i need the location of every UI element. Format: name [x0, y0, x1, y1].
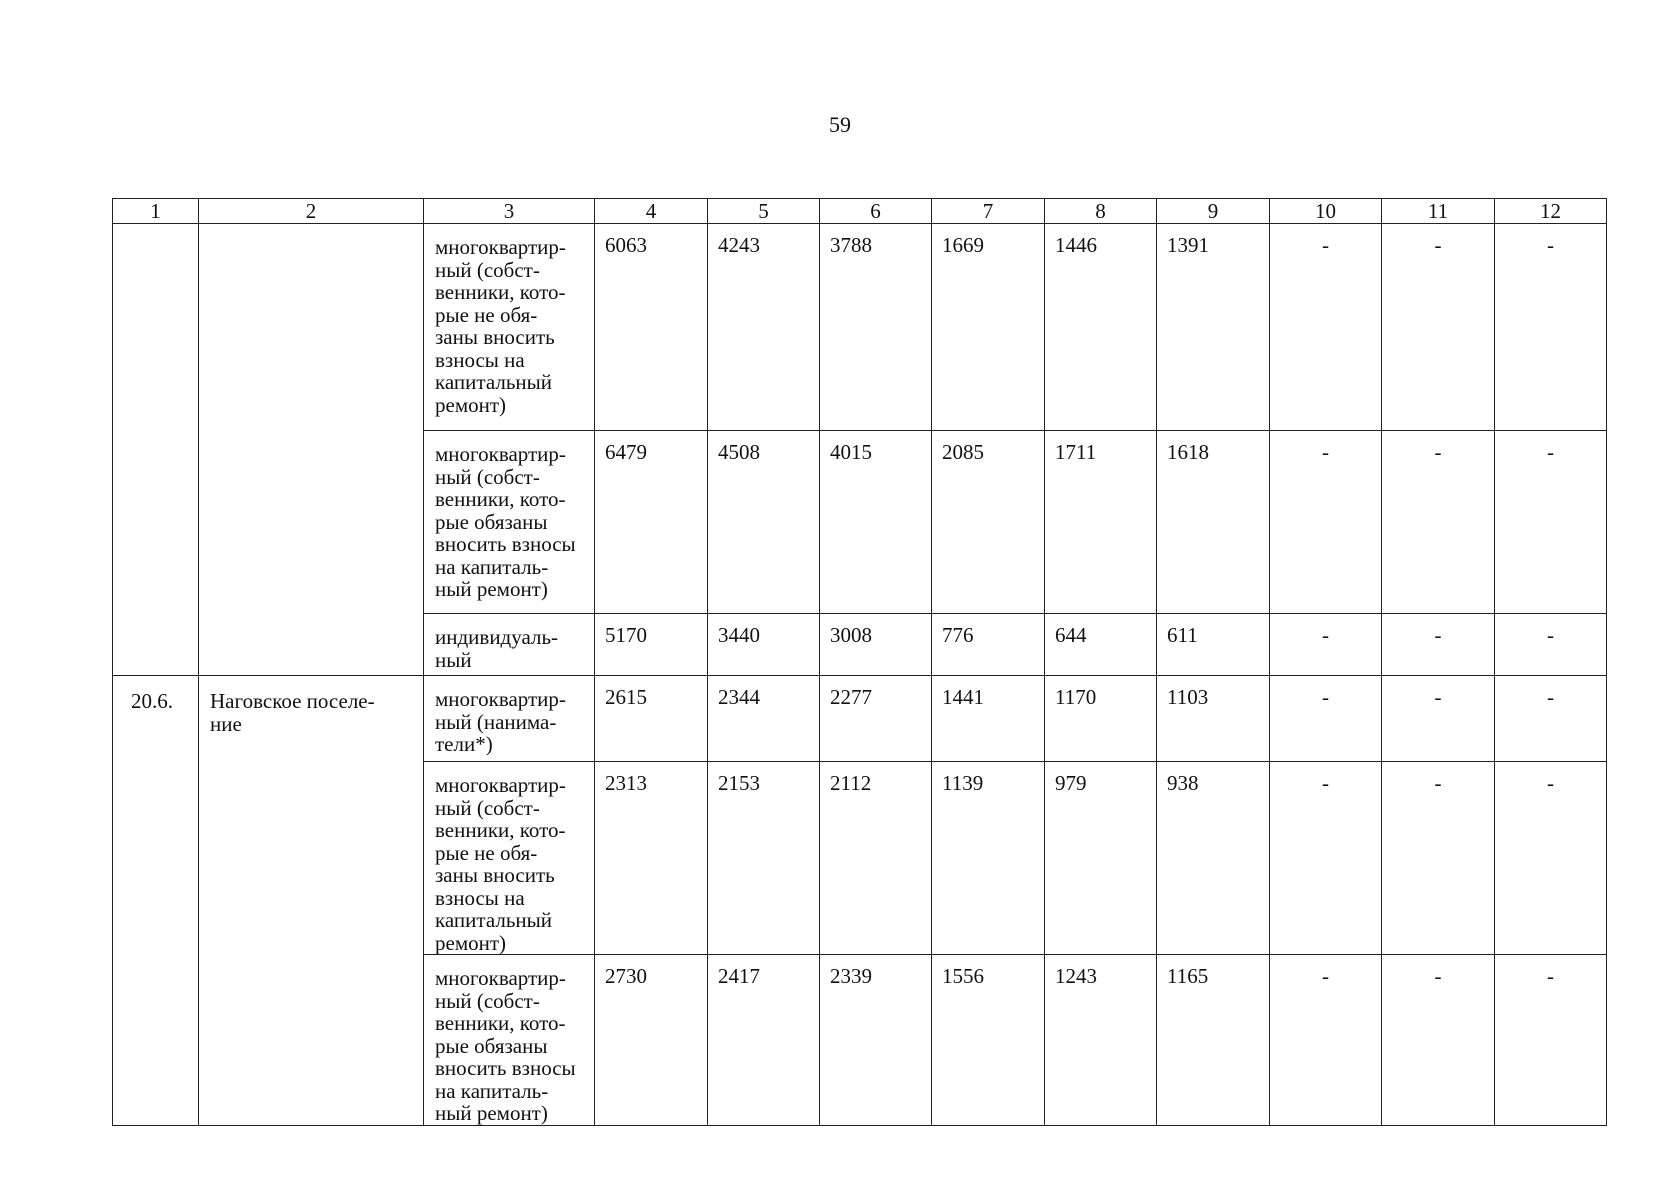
- value-cell: -: [1382, 676, 1495, 762]
- column-header: 2: [199, 199, 424, 224]
- value-cell: -: [1495, 676, 1607, 762]
- value-cell: 4015: [820, 431, 932, 614]
- value-cell: 2730: [595, 955, 708, 1126]
- value-cell: 4243: [708, 224, 820, 431]
- value-cell: -: [1495, 431, 1607, 614]
- value-cell: 5170: [595, 614, 708, 676]
- column-header: 3: [424, 199, 595, 224]
- header-row: [113, 199, 1607, 224]
- value-cell: 1618: [1157, 431, 1270, 614]
- value-cell: 1391: [1157, 224, 1270, 431]
- value-cell: 4508: [708, 431, 820, 614]
- value-cell: 1165: [1157, 955, 1270, 1126]
- value-cell: 938: [1157, 762, 1270, 955]
- housing-type-cell: многоквартир- ный (собст- венники, кото- рые обязаны вносить взносы на капиталь- ный ремонт): [424, 431, 595, 614]
- value-cell: -: [1495, 955, 1607, 1126]
- value-cell: 2313: [595, 762, 708, 955]
- value-cell: 1170: [1045, 676, 1157, 762]
- value-cell: -: [1382, 224, 1495, 431]
- column-header: 7: [932, 199, 1045, 224]
- housing-type-cell: многоквартир- ный (собст- венники, кото- рые не обя- заны вносить взносы на капитальный ремонт): [424, 762, 595, 955]
- value-cell: 2153: [708, 762, 820, 955]
- settlement-name-cell: Наговское поселе- ние: [199, 676, 424, 1126]
- column-header: 4: [595, 199, 708, 224]
- value-cell: 2085: [932, 431, 1045, 614]
- column-header: 1: [113, 199, 199, 224]
- value-cell: 2339: [820, 955, 932, 1126]
- column-header: 9: [1157, 199, 1270, 224]
- value-cell: 2417: [708, 955, 820, 1126]
- value-cell: -: [1495, 762, 1607, 955]
- value-cell: 6063: [595, 224, 708, 431]
- value-cell: -: [1382, 955, 1495, 1126]
- value-cell: -: [1270, 431, 1382, 614]
- column-header: 12: [1495, 199, 1607, 224]
- housing-type-cell: многоквартир- ный (собст- венники, кото- рые не обя- заны вносить взносы на капитальный ремонт): [424, 224, 595, 431]
- column-header: 6: [820, 199, 932, 224]
- value-cell: 1243: [1045, 955, 1157, 1126]
- value-cell: 3008: [820, 614, 932, 676]
- value-cell: -: [1270, 676, 1382, 762]
- value-cell: -: [1382, 614, 1495, 676]
- table-row: [113, 676, 1607, 762]
- value-cell: 776: [932, 614, 1045, 676]
- value-cell: -: [1382, 762, 1495, 955]
- column-header: 8: [1045, 199, 1157, 224]
- column-header: 10: [1270, 199, 1382, 224]
- housing-type-cell: индивидуаль- ный: [424, 614, 595, 676]
- value-cell: 1446: [1045, 224, 1157, 431]
- value-cell: 1556: [932, 955, 1045, 1126]
- data-table: [112, 198, 1607, 1126]
- value-cell: -: [1270, 614, 1382, 676]
- value-cell: 2344: [708, 676, 820, 762]
- housing-type-cell: многоквартир- ный (нанима- тели*): [424, 676, 595, 762]
- value-cell: 1103: [1157, 676, 1270, 762]
- value-cell: -: [1270, 955, 1382, 1126]
- settlement-name-cell: [199, 224, 424, 676]
- value-cell: 3788: [820, 224, 932, 431]
- value-cell: 1441: [932, 676, 1045, 762]
- value-cell: -: [1382, 431, 1495, 614]
- value-cell: 1711: [1045, 431, 1157, 614]
- value-cell: 1669: [932, 224, 1045, 431]
- column-header: 11: [1382, 199, 1495, 224]
- value-cell: 2112: [820, 762, 932, 955]
- housing-type-cell: многоквартир- ный (собст- венники, кото- рые обязаны вносить взносы на капиталь- ный ремонт): [424, 955, 595, 1126]
- value-cell: 979: [1045, 762, 1157, 955]
- value-cell: 2277: [820, 676, 932, 762]
- page-number: 59: [829, 112, 851, 137]
- value-cell: 6479: [595, 431, 708, 614]
- row-index-cell: [113, 224, 199, 676]
- value-cell: 644: [1045, 614, 1157, 676]
- row-index-cell: 20.6.: [113, 676, 199, 1126]
- value-cell: -: [1270, 224, 1382, 431]
- table-row: [113, 224, 1607, 431]
- value-cell: -: [1495, 614, 1607, 676]
- value-cell: -: [1270, 762, 1382, 955]
- value-cell: -: [1495, 224, 1607, 431]
- value-cell: 2615: [595, 676, 708, 762]
- value-cell: 3440: [708, 614, 820, 676]
- value-cell: 1139: [932, 762, 1045, 955]
- value-cell: 611: [1157, 614, 1270, 676]
- column-header: 5: [708, 199, 820, 224]
